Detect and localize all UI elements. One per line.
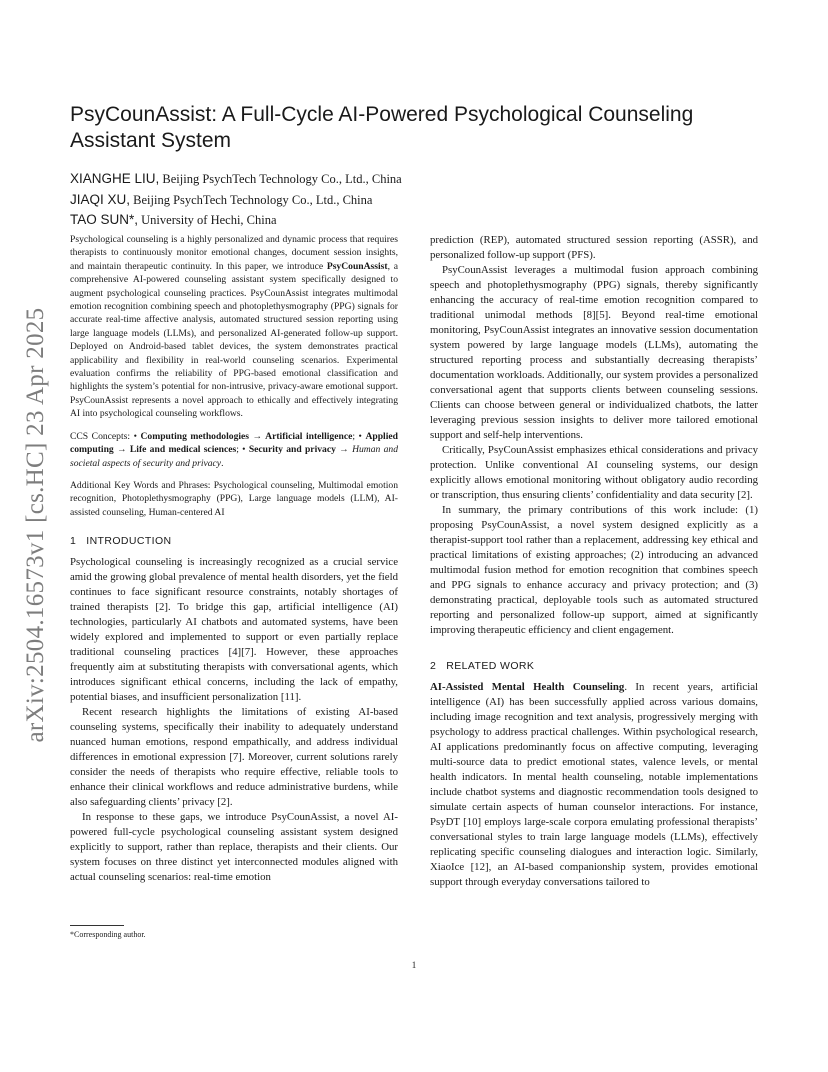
footnote-rule <box>70 925 124 926</box>
paragraph: prediction (REP), automated structured session reporting (ASSR), and personalized follow-up support (PFS). <box>430 234 758 261</box>
author-name: TAO SUN*, <box>70 212 139 227</box>
footnote-text: *Corresponding author. <box>70 930 146 939</box>
paragraph-text: . In recent years, artificial intelligence (AI) has been successfully applied across various domains, including image recognition and text analysis, progressively merging with psychology to address practical challenges. Within psychological research, AI applications predominantly focus on affective computing, leveraging multi-source data to predict emotional states, valence levels, or mental health indicators. In mental health counseling, notable implementations include chatbot systems and diagnostic recommendation tools designed to simulate certain aspects of human counselor interactions. For instance, PsyDT [10] employs large-scale corpora emulating professional therapists’ conversational styles to train large language models (LLMs), effectively replicating specific counseling dialogues and interaction logic. Similarly, XiaoIce [12], an AI-based companionship system, provides emotional support through everyday conversations tailored to <box>430 681 758 888</box>
ccs-separator: ; <box>236 444 243 456</box>
abstract-text <box>70 233 398 421</box>
ccs-label: CCS Concepts: <box>70 430 134 442</box>
ccs-concepts <box>70 430 398 470</box>
arxiv-identifier-stamp <box>18 285 54 765</box>
author-name: JIAQI XU, <box>70 191 131 207</box>
ccs-concept: Security and privacy <box>248 444 336 456</box>
ccs-bullet: • <box>242 444 249 456</box>
ccs-subconcept: Human and societal aspects of security and privacy <box>70 444 398 469</box>
author-name: XIANGHE LIU, <box>70 171 160 186</box>
paragraph-lead: AI-Assisted Mental Health Counseling <box>430 681 625 693</box>
section-title: RELATED WORK <box>446 660 535 672</box>
abstract-part: , a comprehensive AI-powered counseling assistant system specifically designed to augment psychological counseling practices. PsyCounAssist integrates multimodal emotion recognition combining speech and photoplethysmography (PPG) signals for accurate real-time affective analysis, automated structured session reporting using large language models (LLMs), and personalized AI-generated follow-up support. Deployed on Android-based tablet devices, the system demonstrates practical applicability and flexibility in real-world counseling scenarios. Experimental evaluation confirms the reliability of PPG-based emotional classification and highlights the system’s potential for non-intrusive, privacy-aware emotional support. PsyCounAssist represents a novel approach to ethically and effectively integrating AI into psychological counseling workflows. <box>70 260 398 420</box>
right-column <box>430 233 758 890</box>
arxiv-identifier-text: arXiv:2504.16573v1 [cs.HC] 23 Apr 2025 <box>22 307 49 743</box>
author-line <box>70 169 570 190</box>
section-heading-related-work <box>430 660 758 672</box>
author-affiliation: University of Hechi, China <box>138 213 277 227</box>
author-line <box>70 190 570 211</box>
section-number: 1 <box>70 535 77 548</box>
abstract <box>70 233 398 421</box>
paragraph: PsyCounAssist leverages a multimodal fusion approach combining speech and photoplethysmography (PPG) signals, thereby significantly enhancing the accuracy of real-time emotion recognition compared to traditional unimodal methods [8][5]. Beyond real-time emotional monitoring, PsyCounAssist integrates an innovative session documentation system powered by large language models (LLMs), automating the structured reporting process and substantially decreasing therapists’ documentation workloads. Additionally, our system provides a personalized conversational agent that supports clients between counseling sessions. Clients can choose between general or individualized chatbots, the latter leveraging previous session insights to deliver more tailored emotional support and self-help interventions. <box>430 264 758 441</box>
ccs-bullet: • <box>133 430 141 442</box>
ccs-separator: ; <box>352 430 359 442</box>
paragraph <box>430 680 758 890</box>
paragraph: In summary, the primary contributions of this work include: (1) proposing PsyCounAssist, a novel system designed explicitly as a therapist-support tool rather than a replacement, addressing key ethical and practical limitations of existing approaches; (2) introducing an advanced multimodal fusion method for emotion recognition that combines speech and PPG signals to enhance accuracy and privacy protection; and (3) demonstrating practical, deployable tools such as automated structured reporting and personalized follow-up support, aimed at significantly improving therapeutic efficiency and client engagement. <box>430 504 758 636</box>
section-title: INTRODUCTION <box>86 535 172 548</box>
ccs-end: . <box>221 457 224 469</box>
left-column <box>70 233 398 885</box>
author-affiliation: Beijing PsychTech Technology Co., Ltd., China <box>159 172 402 186</box>
paragraph: Critically, PsyCounAssist emphasizes ethical considerations and privacy protection. Unlike conventional AI counseling systems, our design explicitly allows emotional monitoring without obligatory audio recording or transcription, thus ensuring clients’ confidentiality and data security [2]. <box>430 444 758 501</box>
footnote <box>70 925 270 940</box>
system-name: PsyCounAssist <box>326 260 388 272</box>
ccs-concept: Computing methodologies → Artificial intelligence <box>140 430 353 442</box>
paragraph: Psychological counseling is increasingly recognized as a crucial service amid the growing global prevalence of mental health disorders, yet the field continues to face significant resource constraints, notably shortages of trained therapists [2]. To bridge this gap, artificial intelligence (AI) technologies, particularly AI chatbots and automated systems, have been widely explored and implemented to support or even partially replace traditional counseling practices [4][7]. However, these approaches frequently aim at substituting therapists with conversational agents, which introduces significant ethical concerns, including the lack of empathy, potential biases, and insufficient personalization [11]. <box>70 556 398 704</box>
author-list <box>70 169 570 231</box>
author-affiliation: Beijing PsychTech Technology Co., Ltd., China <box>130 192 373 207</box>
section-heading-introduction <box>70 535 398 547</box>
paragraph: In response to these gaps, we introduce PsyCounAssist, a novel AI-powered full-cycle psychological counseling assistant system designed explicitly to support, rather than replace, therapists and their clients. Our system focuses on three distinct yet interconnected modules aligned with actual counseling scenarios: real-time emotion <box>70 811 398 884</box>
page-number: 1 <box>411 960 417 970</box>
ccs-bullet: • <box>358 430 366 442</box>
abstract-part: Psychological counseling is a highly personalized and dynamic process that requires therapists to continuously monitor emotional changes, document session insights, and maintain therapeutic continuity. In this paper, we introduce <box>70 234 398 272</box>
paragraph: Recent research highlights the limitations of existing AI-based counseling systems, specifically their inability to adequately understand nuanced human emotions, respond empathically, and address individual differences in emotional expression [7]. Moreover, current solutions rarely consider the needs of therapists who require effective, reliable tools to enhance their clinical workflows and reduce administrative burdens, while also safeguarding clients’ privacy [2]. <box>70 706 398 809</box>
author-line <box>70 210 570 231</box>
ccs-arrow: → <box>335 444 353 456</box>
paper-title: PsyCounAssist: A Full-Cycle AI-Powered Psychological Counseling Assistant System <box>70 103 694 152</box>
ccs-concept: Applied computing → Life and medical sciences <box>70 430 398 456</box>
keywords: Additional Key Words and Phrases: Psychological counseling, Multimodal emotion recognition, Photoplethysmography (PPG), Large language models (LLM), AI-assisted counseling, Human-centered AI <box>70 479 398 518</box>
section-number: 2 <box>430 660 437 672</box>
